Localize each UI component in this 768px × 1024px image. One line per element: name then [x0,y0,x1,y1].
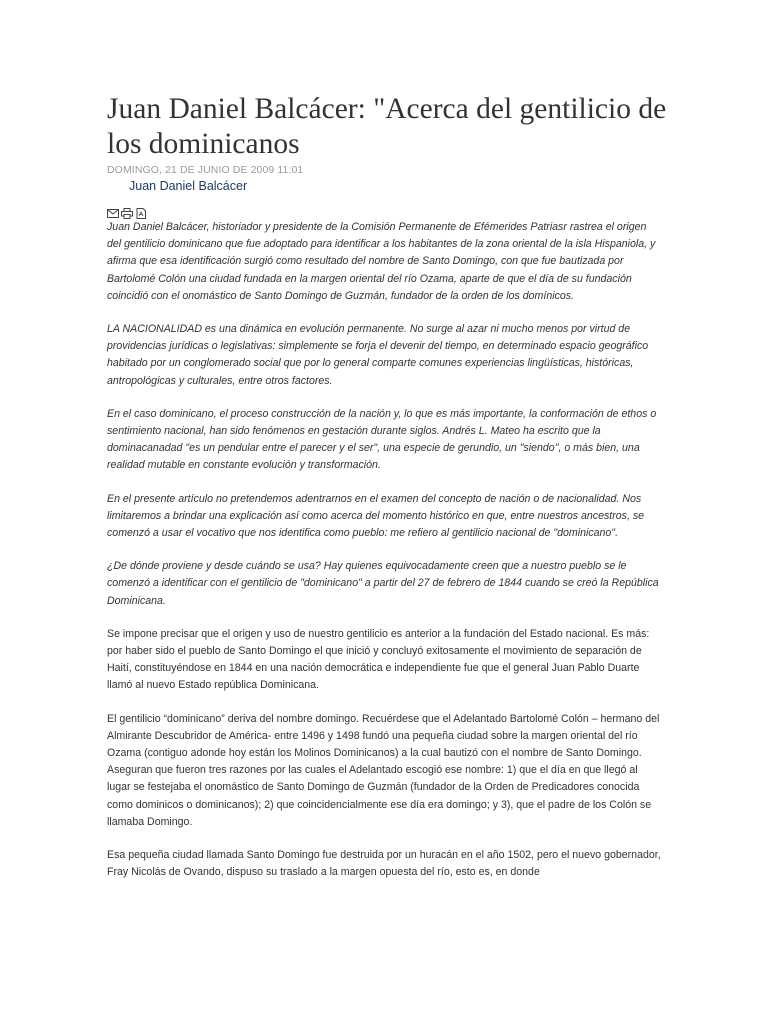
paragraph-intro: Juan Daniel Balcácer, historiador y presidente de la Comisión Permanente de Efémerides Patriasr rastrea el origen del gentilicio dominicano que fue adoptado para identificar a los habitantes de la zona oriental de la isla Hispaniola, y afirma que esa identificación surgió como resultado del nombre de Santo Domingo, con que fue bautizada por Bartolomé Colón una ciudad fundada en la margen oriental del río Ozama, aparte de que el día de su fundación coincidió con el onomástico de Santo Domingo de Guzmán, fundador de la orden de los domínicos. [107,221,656,302]
article-title: Juan Daniel Balcácer: "Acerca del gentilicio de los dominicanos [107,93,667,160]
article-tools [107,205,147,217]
paragraph: En el presente artículo no pretendemos adentrarnos en el examen del concepto de nación o de nacionalidad. Nos limitaremos a brindar una explicación así como acerca del momento histórico en que, entre nuestros ancestros, se comenzó a usar el vocativo que nos identifica como pueblo: me refiero al gentilicio nacional de "dominicano". [107,492,645,540]
paragraph: Esa pequeña ciudad llamada Santo Domingo fue destruida por un huracán en el año 1502, pero el nuevo gobernador, Fray Nicolás de Ovando, dispuso su traslado a la margen opuesta del río, esto es, en donde [107,849,661,879]
pdf-icon[interactable] [135,206,147,217]
author-link[interactable]: Juan Daniel Balcácer [129,179,248,193]
email-icon[interactable] [107,206,119,217]
paragraph: El gentilicio “dominicano” deriva del nombre domingo. Recuérdese que el Adelantado Bartolomé Colón – hermano del Almirante Descubridor de América- entre 1496 y 1498 fundó una pequeña ciudad sobre la margen oriental del río Ozama (contiguo adonde hoy están los Molinos Dominicanos) a la cual bautizó con el nombre de Santo Domingo. Aseguran que fueron tres razones por las cuales el Adelantado escogió ese nombre: 1) que el día en que llegó al lugar se festejaba el onomástico de Santo Domingo de Guzmán (fundador de la Orden de Predicadores conocida como dominicos o dominicanos); 2) que coincidencialmente ese día era domingo; y 3), que el padre de los Colón se llamaba Domingo. [107,712,660,828]
paragraph: Se impone precisar que el origen y uso de nuestro gentilicio es anterior a la fundación del Estado nacional. Es más: por haber sido el pueblo de Santo Domingo el que inició y concluyó exitosamente el movimiento de separación de Haití, constituyéndose en 1844 en una nación democrática e independiente fue que el general Juan Pablo Duarte llamó al nuevo Estado república Dominicana. [107,627,650,692]
article-date: DOMINGO, 21 DE JUNIO DE 2009 11:01 [107,164,304,176]
paragraph: LA NACIONALIDAD es una dinámica en evolución permanente. No surge al azar ni mucho menos por virtud de providencias jurídicas o legislativas: simplemente se forja el devenir del tiempo, en determinado espacio geográfico habitado por un conglomerado social que por lo general comparte comunes experiencias lingüísticas, históricas, antropológicas y culturales, entre otros factores. [107,323,649,387]
paragraph: ¿De dónde proviene y desde cuándo se usa? Hay quienes equivocadamente creen que a nuestro pueblo se le comenzó a identificar con el gentilicio de "dominicano" a partir del 27 de febrero de 1844 cuando se creó la República Dominicana. [107,560,659,607]
print-icon[interactable] [121,206,133,217]
article-body [107,219,663,898]
paragraph: En el caso dominicano, el proceso construcción de la nación y, lo que es más importante, la conformación de ethos o sentimiento nacional, han sido fenómenos en gestación durante siglos. Andrés L. Mateo ha escrito que la dominacanadad "es un pendular entre el parecer y el ser", una especie de gerundio, un "siendo", o más bien, una realidad mutable en constante evolución y transformación. [107,407,657,472]
